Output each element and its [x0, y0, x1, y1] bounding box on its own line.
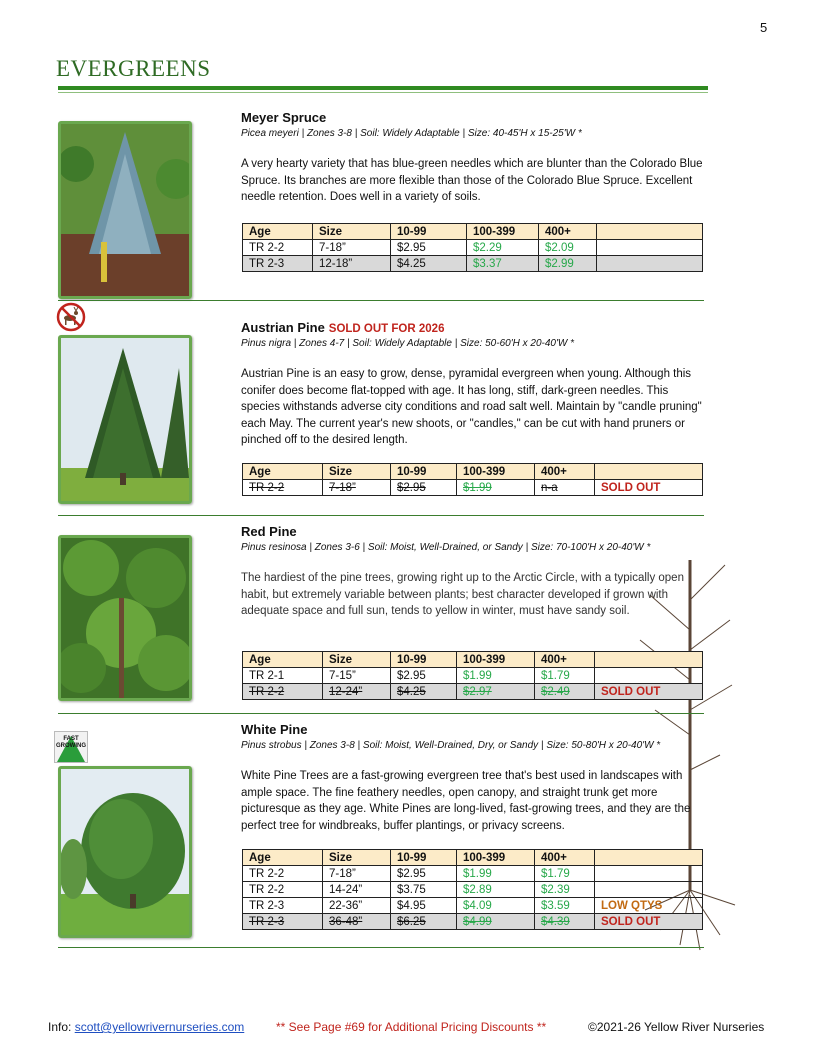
sold-out-badge: SOLD OUT FOR 2026 [328, 323, 445, 335]
age-cell: TR 2-3 [243, 898, 323, 914]
size-cell: 12-24” [323, 684, 391, 700]
status-cell [595, 866, 703, 882]
product-photo [58, 335, 192, 504]
table-header-row [243, 850, 703, 866]
product-name: Red Pine [241, 524, 297, 539]
product-name: Meyer Spruce [241, 110, 327, 125]
footer-info [48, 1020, 244, 1034]
col-header: 10-99 [391, 224, 467, 240]
size-cell: 7-18” [313, 240, 391, 256]
product-description: A very hearty variety that has blue-green needles which are blunter than the Colorado Blue Spruce. Its branches are more flexible than those of the Colorado Blue Spruce. Excellent needle retention. Does well in a variety of soils. [241, 158, 703, 203]
section-divider [58, 300, 704, 301]
price-cell: $2.29 [467, 240, 539, 256]
col-header: 100-399 [457, 464, 535, 480]
col-header: Size [313, 224, 391, 240]
status-cell [595, 882, 703, 898]
section-divider [58, 713, 704, 714]
table-row [243, 866, 703, 882]
price-cell: $4.09 [457, 898, 535, 914]
badge-line: FAST [63, 736, 79, 742]
section-divider [58, 947, 704, 948]
price-cell: $2.09 [539, 240, 597, 256]
title-rule-thin [58, 92, 708, 93]
size-cell: 22-36” [323, 898, 391, 914]
price-cell: $2.99 [539, 256, 597, 272]
price-cell: $1.99 [457, 480, 535, 496]
footer-discount-note: ** See Page #69 for Additional Pricing Discounts ** [276, 1020, 547, 1034]
price-cell: $2.95 [391, 668, 457, 684]
col-header: 10-99 [391, 652, 457, 668]
price-table [242, 463, 703, 496]
status-cell [597, 256, 703, 272]
footer-copyright: ©2021-26 Yellow River Nurseries [588, 1020, 765, 1034]
age-cell: TR 2-3 [243, 256, 313, 272]
product-photo [58, 535, 192, 701]
status-cell: SOLD OUT [595, 480, 703, 496]
age-cell: TR 2-2 [243, 240, 313, 256]
table-row [243, 256, 703, 272]
size-cell: 7-18” [323, 480, 391, 496]
table-header-row [243, 464, 703, 480]
col-header: Size [323, 850, 391, 866]
table-row [243, 240, 703, 256]
price-cell: $1.79 [535, 866, 595, 882]
spruce-photo [61, 124, 189, 296]
white-pine-photo [61, 769, 189, 935]
product-description: The hardiest of the pine trees, growing right up to the Arctic Circle, with a typically open habit, but extremely variable between plants; best character developed if grown with adequate space and full sun, tends to yellow in winter, must have sandy soil. [241, 572, 684, 617]
table-row [243, 882, 703, 898]
col-header: 100-399 [457, 652, 535, 668]
size-cell: 12-18” [313, 256, 391, 272]
product-meta: Pinus strobus | Zones 3-8 | Soil: Moist, Well-Drained, Dry, or Sandy | Size: 50-80'H x 20-40'W * [241, 740, 661, 751]
status-cell [597, 240, 703, 256]
price-table [242, 651, 703, 700]
price-cell: $2.89 [457, 882, 535, 898]
col-header: 10-99 [391, 850, 457, 866]
col-header: 100-399 [467, 224, 539, 240]
product-meta: Pinus resinosa | Zones 3-6 | Soil: Moist, Well-Drained, or Sandy | Size: 70-100'H x 20-40'W * [241, 542, 651, 553]
col-header [595, 850, 703, 866]
col-header: Age [243, 850, 323, 866]
col-header: 400+ [535, 464, 595, 480]
table-row [243, 480, 703, 496]
price-cell: $3.75 [391, 882, 457, 898]
product-photo [58, 121, 192, 299]
age-cell: TR 2-2 [243, 882, 323, 898]
pine-photo [61, 338, 189, 501]
age-cell: TR 2-3 [243, 914, 323, 930]
price-cell: $4.95 [391, 898, 457, 914]
col-header: Age [243, 464, 323, 480]
no-deer-icon [56, 302, 86, 332]
fast-growing-badge [54, 731, 88, 763]
size-cell: 36-48” [323, 914, 391, 930]
col-header: 400+ [535, 850, 595, 866]
price-table [242, 849, 703, 930]
price-cell: n-a [535, 480, 595, 496]
footer-info-label: Info: [48, 1020, 72, 1034]
col-header [595, 652, 703, 668]
title-rule [58, 86, 708, 90]
page-number: 5 [760, 20, 768, 35]
product-photo [58, 766, 192, 938]
table-header-row [243, 652, 703, 668]
red-pine-photo [61, 538, 189, 698]
col-header: Age [243, 652, 323, 668]
price-cell: $1.99 [457, 668, 535, 684]
table-row [243, 684, 703, 700]
product-description: White Pine Trees are a fast-growing evergreen tree that's best used in landscapes with ample space. The fine feathery needles, open canopy, and straight trunk get more picturesque as they age. White Pines are long-lived, fast-growing trees, and they are the perfect tree for windbreaks, buffer plantings, or privacy screens. [241, 770, 691, 832]
col-header: Size [323, 464, 391, 480]
col-header: 100-399 [457, 850, 535, 866]
price-cell: $1.99 [457, 866, 535, 882]
badge-line: GROWING [56, 743, 86, 749]
product-description: Austrian Pine is an easy to grow, dense, pyramidal evergreen when young. Although this conifer does become flat-topped with age. It has long, stiff, dark-green needles. This species withstands adverse city conditions and road salt well. Maintain by "candle pruning" each May. The current year's new shoots, or "candles," can be cut with hand pruners or pinched off to the desired length. [241, 368, 702, 446]
price-cell: $6.25 [391, 914, 457, 930]
age-cell: TR 2-2 [243, 866, 323, 882]
section-divider [58, 515, 704, 516]
email-link[interactable]: scott@yellowrivernurseries.com [74, 1020, 245, 1034]
size-cell: 14-24” [323, 882, 391, 898]
col-header: 10-99 [391, 464, 457, 480]
product-meta: Pinus nigra | Zones 4-7 | Soil: Widely Adaptable | Size: 50-60'H x 20-40'W * [241, 338, 574, 349]
size-cell: 7-18” [323, 866, 391, 882]
col-header: Age [243, 224, 313, 240]
price-cell: $4.25 [391, 684, 457, 700]
product-name: Austrian Pine [241, 320, 325, 335]
price-cell: $4.25 [391, 256, 467, 272]
price-cell: $4.99 [457, 914, 535, 930]
age-cell: TR 2-1 [243, 668, 323, 684]
product-name: White Pine [241, 722, 308, 737]
size-cell: 7-15” [323, 668, 391, 684]
table-row [243, 914, 703, 930]
section-title: EVERGREENS [56, 56, 211, 81]
age-cell: TR 2-2 [243, 684, 323, 700]
age-cell: TR 2-2 [243, 480, 323, 496]
product-meta: Picea meyeri | Zones 3-8 | Soil: Widely Adaptable | Size: 40-45'H x 15-25'W * [241, 128, 582, 139]
price-cell: $2.49 [535, 684, 595, 700]
price-cell: $1.79 [535, 668, 595, 684]
price-cell: $2.95 [391, 240, 467, 256]
price-cell: $4.39 [535, 914, 595, 930]
price-table [242, 223, 703, 272]
table-row [243, 898, 703, 914]
col-header [595, 464, 703, 480]
price-cell: $2.39 [535, 882, 595, 898]
price-cell: $2.95 [391, 480, 457, 496]
price-cell: $2.95 [391, 866, 457, 882]
table-header-row [243, 224, 703, 240]
col-header: 400+ [539, 224, 597, 240]
status-cell: SOLD OUT [595, 684, 703, 700]
table-row [243, 668, 703, 684]
col-header: Size [323, 652, 391, 668]
col-header [597, 224, 703, 240]
price-cell: $3.59 [535, 898, 595, 914]
price-cell: $3.37 [467, 256, 539, 272]
status-cell [595, 668, 703, 684]
status-cell: LOW QTYS [595, 898, 703, 914]
status-cell: SOLD OUT [595, 914, 703, 930]
col-header: 400+ [535, 652, 595, 668]
price-cell: $2.97 [457, 684, 535, 700]
